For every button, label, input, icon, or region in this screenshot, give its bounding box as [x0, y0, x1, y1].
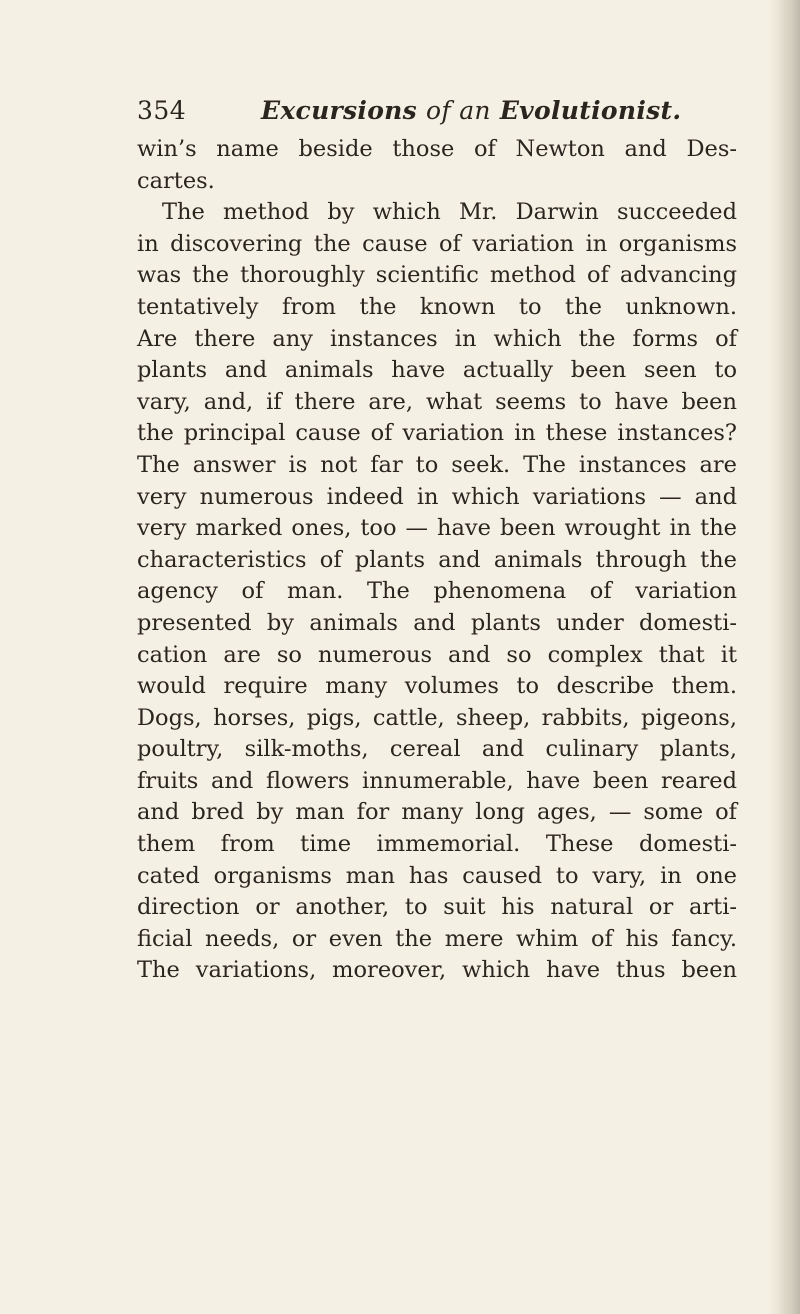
- text-line: cated organisms man has caused to vary, in one: [137, 862, 737, 889]
- text-line: ficial needs, or even the mere whim of his fancy.: [137, 925, 737, 952]
- text-line: poultry, silk-moths, cereal and culinary plants,: [137, 736, 737, 763]
- text-line: The variations, moreover, which have thus been: [137, 957, 737, 984]
- text-line: win’s name beside those of Newton and Des-: [137, 136, 737, 162]
- text-line: very marked ones, too — have been wrought in the: [137, 515, 737, 542]
- text-line: agency of man. The phenomena of variation: [137, 578, 737, 605]
- running-title-word-3: Evolutionist.: [499, 96, 682, 125]
- text-line: direction or another, to suit his natural or arti-: [137, 894, 737, 921]
- text-line: Dogs, horses, pigs, cattle, sheep, rabbits, pigeons,: [137, 704, 737, 731]
- text-line: the principal cause of variation in these instances?: [137, 420, 737, 447]
- page-edge-shadow: [778, 0, 800, 1314]
- text-line: vary, and, if there are, what seems to have been: [137, 388, 737, 415]
- text-line: The method by which Mr. Darwin succeeded: [162, 199, 737, 226]
- body-text: [137, 134, 737, 987]
- running-title-word-1: Excursions: [261, 96, 418, 125]
- text-line: in discovering the cause of variation in organisms: [137, 230, 737, 257]
- text-line: was the thoroughly scientific method of advancing: [137, 262, 737, 289]
- text-line: cartes.: [137, 167, 215, 194]
- text-line: plants and animals have actually been seen to: [137, 357, 737, 384]
- text-line: very numerous indeed in which variations — and: [137, 483, 737, 510]
- text-line: Are there any instances in which the forms of: [137, 325, 737, 352]
- text-line: them from time immemorial. These domesti-: [137, 831, 737, 858]
- text-line: would require many volumes to describe them.: [137, 673, 737, 700]
- page-number: 354: [137, 96, 187, 125]
- text-line: tentatively from the known to the unknown.: [137, 293, 737, 320]
- text-line: presented by animals and plants under domesti-: [137, 609, 737, 636]
- running-header: [137, 96, 697, 130]
- text-line: The answer is not far to seek. The instances are: [137, 451, 737, 478]
- text-line: fruits and flowers innumerable, have been reared: [137, 767, 737, 794]
- text-line: and bred by man for many long ages, — some of: [137, 799, 737, 826]
- running-title-word-2: of an: [426, 96, 491, 125]
- text-line: cation are so numerous and so complex that it: [137, 641, 737, 668]
- text-line: characteristics of plants and animals through the: [137, 546, 737, 573]
- running-title: [261, 96, 681, 125]
